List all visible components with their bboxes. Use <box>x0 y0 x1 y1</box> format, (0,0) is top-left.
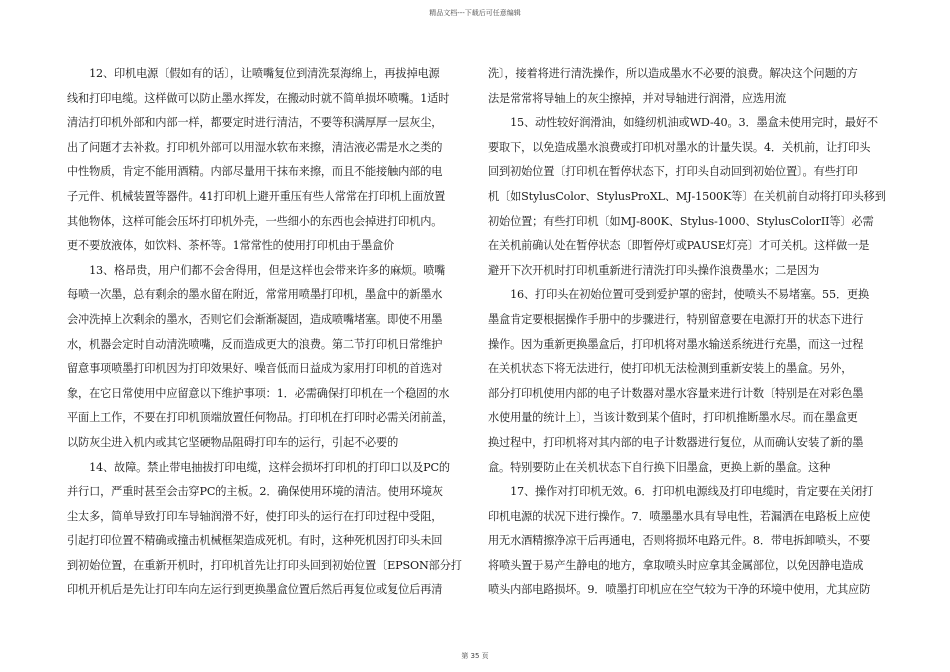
text-line: 留意事项喷墨打印机因为打印效果好、噪音低而日益成为家用打印机的首选对 <box>67 362 443 376</box>
text-line: 换过程中，打印机将对其内部的电子计数器进行复位，从而确认安装了新的墨 <box>488 435 864 449</box>
text-line: 清洁打印机外部和内部一样，都要定时进行清洁，不要等积满厚厚一层灰尘， <box>67 116 443 130</box>
text-line: 尘太多，简单导致打印车导轴润滑不好，使打印头的运行在打印过程中受阻， <box>67 509 443 523</box>
text-line: 引起打印位置不精确或撞击机械框架造成死机。有时，这种死机因打印头未回 <box>67 534 443 548</box>
text-line: 法是常常将导轴上的灰尘擦掉，并对导轴进行润滑，应选用流 <box>488 91 787 105</box>
text-line: 操作。因为重新更换墨盒后，打印机将对墨水输送系统进行充墨，而这一过程 <box>488 337 864 351</box>
text-line: 13、格昂贵，用户们都不会舍得用，但是这样也会带来许多的麻烦。喷嘴 <box>67 263 446 277</box>
page-footer: 第 35 页 <box>461 652 489 660</box>
text-line: 水，机器会定时自动清洗喷嘴，反而造成更大的浪费。第二节打印机日常维护 <box>67 337 443 351</box>
text-line: 机〔如StylusColor、StylusProXL、MJ-1500K等〕在关机前自动将打印头移到 <box>488 189 886 203</box>
text-line: 盒。特别要防止在关机状态下自行换下旧墨盒，更换上新的墨盒。这种 <box>488 460 831 474</box>
text-line: 水使用量的统计上〕，当该计数到某个值时，打印机推断墨水尽。而在墨盒更 <box>488 411 858 425</box>
text-line: 会冲洗掉上次剩余的墨水，否则它们会渐渐凝固，造成喷嘴堵塞。即使不用墨 <box>67 312 443 326</box>
text-line: 出了问题才去补救。打印机外部可以用湿水软布来擦，清洁液必需是水之类的 <box>67 140 443 154</box>
text-line: 并行口，严重时甚至会击穿PC的主板。2．确保使用环境的清洁。使用环境灰 <box>67 485 443 499</box>
text-line: 12、印机电源〔假如有的话〕，让喷嘴复位到清洗泵海绵上，再拔掉电源 <box>67 67 440 80</box>
text-line: 每喷一次墨，总有剩余的墨水留在附近，常常用喷墨打印机，墨盒中的新墨水 <box>67 288 443 302</box>
text-line: 初始位置；有些打印机〔如MJ-800K、Stylus-1000、StylusColorII等〕必需 <box>488 214 874 228</box>
text-line: 16、打印头在初始位置可受到爱护罩的密封，使喷头不易堵塞。55．更换 <box>488 288 870 302</box>
text-line: 洗〕，接着将进行清洗操作，所以造成墨水不必要的浪费。解决这个问题的方 <box>488 67 858 80</box>
text-line: 将喷头置于易产生静电的地方，拿取喷头时应拿其金属部位，以免因静电造成 <box>488 558 864 572</box>
text-line: 在关机前确认处在暂停状态〔即暂停灯或PAUSE灯亮〕才可关机。这样做一是 <box>488 239 870 253</box>
text-line: 14、故障。禁止带电抽拔打印电缆，这样会损坏打印机的打印口以及PC的 <box>67 460 450 474</box>
text-line: 17、操作对打印机无效。6．打印机电源线及打印电缆时，肯定要在关闭打 <box>488 485 874 499</box>
text-line: 15、动性较好润滑油，如缝纫机油或WD-40。3．墨盒未使用完时，最好不 <box>488 116 878 130</box>
text-line: 到初始位置，在重新开机时，打印机首先让打印头回到初始位置〔EPSON部分打 <box>67 558 462 572</box>
text-line: 子元件、机械装置等器件。41打印机上避开重压有些人常常在打印机上面放置 <box>67 189 446 203</box>
text-line: 印机电源的状况下进行操作。7．喷墨墨水具有导电性，若漏洒在电路板上应使 <box>488 509 871 523</box>
text-line: 其他物体，这样可能会压坏打印机外壳，一些细小的东西也会掉进打印机内。 <box>67 214 443 228</box>
text-line: 要取下，以免造成墨水浪费或打印机对墨水的计量失误。4．关机前，让打印头 <box>488 140 871 154</box>
left-column <box>67 62 462 603</box>
text-line: 印机开机后是先让打印车向左运行到更换墨盒位置后然后再复位或复位后再清 <box>67 583 443 597</box>
text-line: 喷头内部电路损坏。9．喷墨打印机应在空气较为干净的环境中使用，尤其应防 <box>488 583 871 597</box>
text-line: 避开下次开机时打印机重新进行清洗打印头操作浪费墨水；二是因为 <box>488 263 820 277</box>
right-column <box>488 62 884 603</box>
text-line: 在关机状态下将无法进行，使打印机无法检测到重新安装上的墨盒。另外， <box>488 362 853 376</box>
text-line: 以防灰尘进入机内或其它坚硬物品阻碍打印车的运行，引起不必要的 <box>67 435 399 449</box>
text-line: 象，在它日常使用中应留意以下维护事项：1．必需确保打印机在一个稳固的水 <box>67 386 450 400</box>
text-line: 更不要放液体，如饮料、茶杯等。1常常性的使用打印机由于墨盒价 <box>67 239 395 253</box>
text-line: 墨盒肯定要根据操作手册中的步骤进行，特别留意要在电源打开的状态下进行 <box>488 312 864 326</box>
text-line: 部分打印机使用内部的电子计数器对墨水容量来进行计数〔特别是在对彩色墨 <box>488 386 864 400</box>
text-line: 平面上工作，不要在打印机顶端放置任何物品。打印机在打印时必需关闭前盖， <box>67 411 454 425</box>
text-line: 线和打印电缆。这样做可以防止墨水挥发，在搬动时就不简单损坏喷嘴。1适时 <box>67 91 450 105</box>
text-line: 用无水酒精擦净凉干后再通电，否则将损坏电路元件。8．带电拆卸喷头，不要 <box>488 534 871 548</box>
page-header: 精品文档---下载后可任意编辑 <box>429 9 521 17</box>
text-line: 回到初始位置〔打印机在暂停状态下，打印头自动回到初始位置〕。有些打印 <box>488 165 858 179</box>
text-line: 中性物质，肯定不能用酒精。内部尽量用干抹布来擦，而且不能接触内部的电 <box>67 165 443 179</box>
